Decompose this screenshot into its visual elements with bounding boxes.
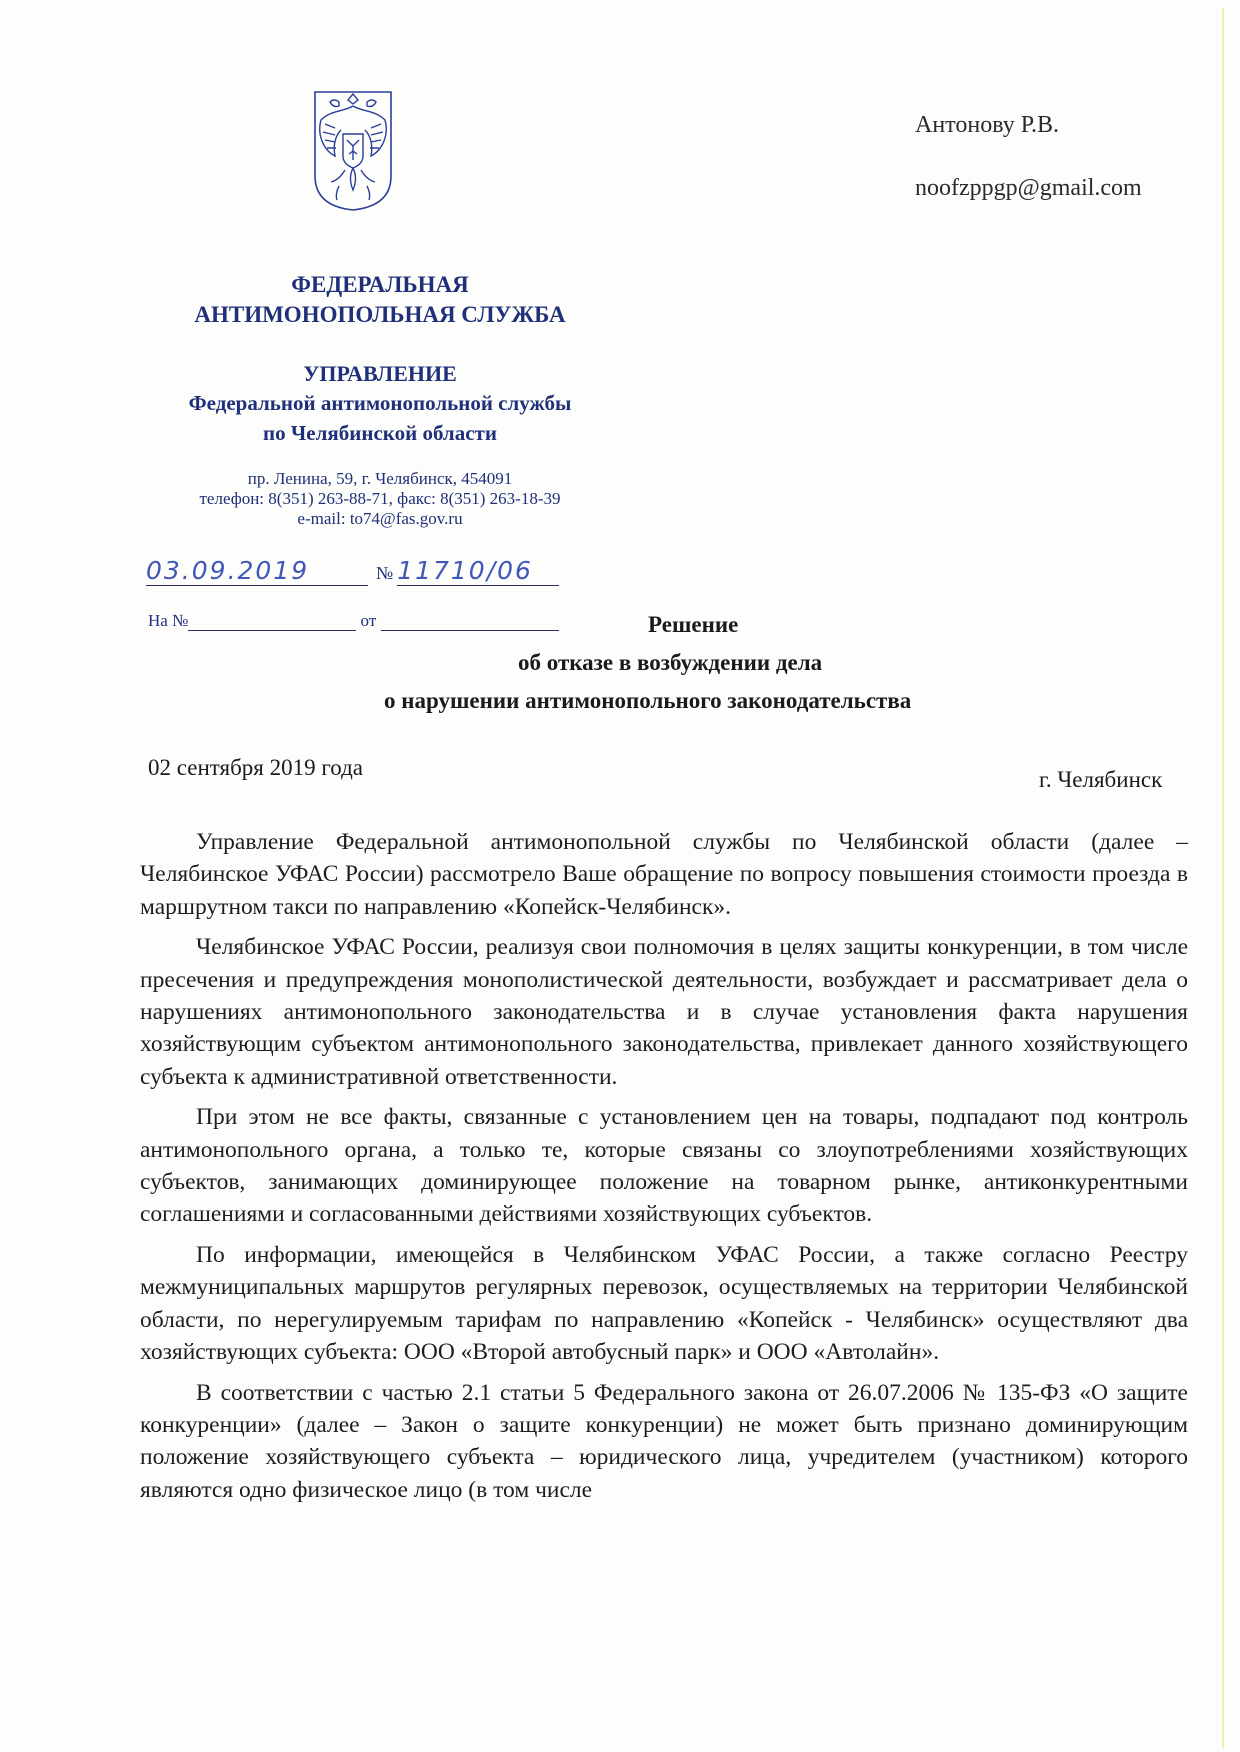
paragraph-3: При этом не все факты, связанные с установлением цен на товары, подпадают под контроль антимонопольного органа, а только те, которые связаны со злоупотреблениями хозяйствующих субъектов, занимающих доминирующее положение на товарном рынке, антиконкурентными соглашениями и согласованными действиями хозяйствующих субъектов. <box>140 1104 1188 1228</box>
service-name <box>130 270 630 330</box>
service-name-line2: АНТИМОНОПОЛЬНАЯ СЛУЖБА <box>194 302 566 327</box>
document-title-line2: об отказе в возбуждении дела <box>518 650 823 675</box>
document-title-line3: о нарушении антимонопольного законодательства <box>384 688 912 713</box>
scan-edge-line <box>1222 8 1224 1748</box>
department-name-line1: Федеральной антимонопольной службы <box>188 391 572 415</box>
reference-on-label: На № <box>148 611 189 630</box>
department-name <box>130 388 630 448</box>
decision-date: 02 сентября 2019 года <box>148 755 363 780</box>
paragraph-4: По информации, имеющейся в Челябинском УФАС России, а также согласно Реестру межмуниципальных маршрутов регулярных перевозок, осуществляемых на территории Челябинской области, по нерегулируемым тарифам по направлению «Копейск - Челябинск» осуществляют два хозяйствующих субъекта: ООО «Второй автобусный парк» и ООО «Автолайн». <box>140 1241 1188 1366</box>
paragraph-2: Челябинское УФАС России, реализуя свои полномочия в целях защиты конкуренции, в том числе пресечения и предупреждения монополистической деятельности, возбуждает и рассматривает дела о нарушениях антимонопольного законодательства и в случае установления факта нарушения хозяйствующим субъектом антимонопольного законодательства, привлекает данного хозяйствующего субъекта к административной ответственности. <box>140 934 1188 1090</box>
decision-city: г. Челябинск <box>1039 767 1163 792</box>
registration-number: 11710/06 <box>397 556 559 586</box>
registration-date: 03.09.2019 <box>146 556 368 586</box>
phone-text: телефон: 8(351) 263-88-71, факс: 8(351) 263-18-39 <box>199 489 561 508</box>
reference-row <box>148 611 559 631</box>
contact-block <box>130 469 630 529</box>
paragraph-1: Управление Федеральной антимонопольной службы по Челябинской области (далее – Челябинское УФАС России) рассмотрело Ваше обращение по вопросу повышения стоимости проезда в маршрутном такси по направлению «Копейск-Челябинск». <box>140 829 1188 920</box>
email-text: e-mail: to74@fas.gov.ru <box>297 509 463 528</box>
number-label: № <box>376 563 394 583</box>
russian-coat-of-arms-icon <box>313 90 393 212</box>
recipient-email: noofzppgp@gmail.com <box>915 175 1142 201</box>
department-name-line2: по Челябинской области <box>263 421 497 445</box>
document-body <box>140 826 1188 1514</box>
address-text: пр. Ленина, 59, г. Челябинск, 454091 <box>247 469 513 488</box>
recipient-name: Антонову Р.В. <box>915 112 1060 138</box>
reference-number-blank <box>188 612 356 631</box>
reference-from-label: от <box>360 611 377 630</box>
document-title-line1: Решение <box>648 612 739 637</box>
department-title: УПРАВЛЕНИЕ <box>303 361 457 386</box>
registration-row <box>146 556 559 586</box>
reference-date-blank <box>381 612 559 631</box>
paragraph-5: В соответствии с частью 2.1 статьи 5 Федерального закона от 26.07.2006 № 135-ФЗ «О защите конкуренции» (далее – Закон о защите конкуренции) не может быть признано доминирующим положение хозяйствующего субъекта – юридического лица, учредителем (участником) которого являются одно физическое лицо (в том числе <box>140 1379 1188 1503</box>
service-name-line1: ФЕДЕРАЛЬНАЯ <box>291 272 469 297</box>
